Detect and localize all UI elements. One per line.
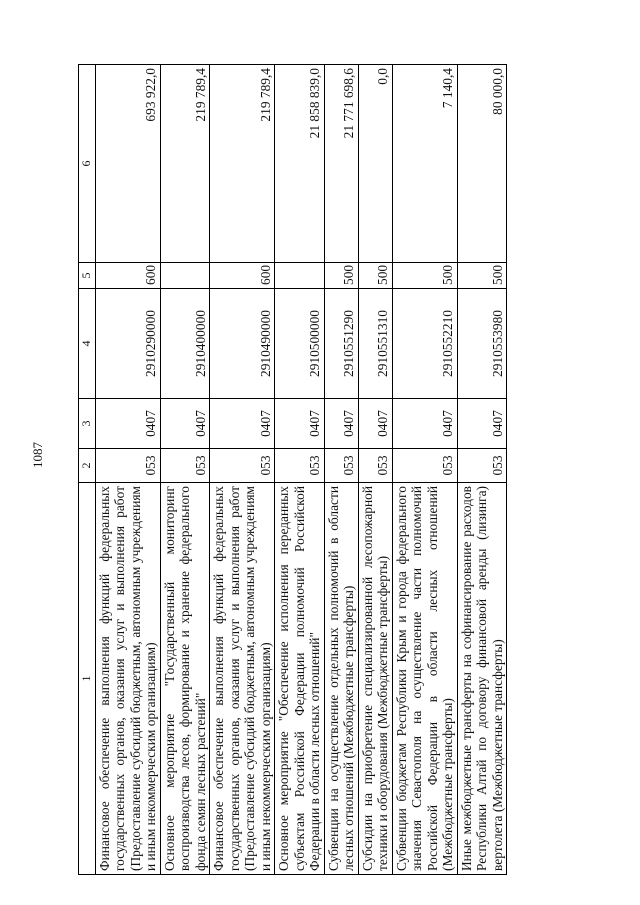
section-cell: 0407 bbox=[275, 399, 325, 449]
target-article-cell: 2910500000 bbox=[275, 289, 325, 399]
table-row bbox=[457, 65, 507, 875]
section-cell: 0407 bbox=[358, 399, 392, 449]
grbs-cell: 053 bbox=[95, 449, 160, 483]
amount-cell: 0,0 bbox=[358, 65, 392, 263]
expense-type-cell: 500 bbox=[324, 263, 358, 289]
amount-cell: 21 858 839,0 bbox=[275, 65, 325, 263]
expense-type-cell: 600 bbox=[95, 263, 160, 289]
amount-cell: 7 140,4 bbox=[392, 65, 457, 263]
grbs-cell: 053 bbox=[160, 449, 210, 483]
expense-type-cell bbox=[275, 263, 325, 289]
description-cell: Субсидии на приобретение специализированной лесопожарной техники и оборудования (Межбюджетные трансферты) bbox=[358, 483, 392, 875]
grbs-cell: 053 bbox=[324, 449, 358, 483]
header-cell: 2 bbox=[79, 449, 96, 483]
target-article-cell: 2910551310 bbox=[358, 289, 392, 399]
grbs-cell: 053 bbox=[392, 449, 457, 483]
header-cell: 3 bbox=[79, 399, 96, 449]
grbs-cell: 053 bbox=[275, 449, 325, 483]
description-cell: Финансовое обеспечение выполнения функций федеральных государственных органов, оказания услуг и выполнения работ (Предоставление субсидий бюджетным, автономным учреждениям и иным некоммерческим организациям) bbox=[210, 483, 275, 875]
page-number: 1087 bbox=[30, 442, 45, 468]
description-cell: Основное мероприятие "Обеспечение исполнения переданных субъектам Российской Федерации полномочий Российской Федерации в области лесных отношений" bbox=[275, 483, 325, 875]
section-cell: 0407 bbox=[457, 399, 507, 449]
description-cell: Субвенции бюджетам Республики Крым и города федерального значения Севастополя на осуществление части полномочий Российской Федерации в области лесных отношений (Межбюджетные трансферты) bbox=[392, 483, 457, 875]
header-cell: 6 bbox=[79, 65, 96, 263]
amount-cell: 693 922,0 bbox=[95, 65, 160, 263]
target-article-cell: 2910290000 bbox=[95, 289, 160, 399]
description-cell: Субвенции на осуществление отдельных полномочий в области лесных отношений (Межбюджетные трансферты) bbox=[324, 483, 358, 875]
expense-type-cell: 500 bbox=[392, 263, 457, 289]
amount-cell: 80 000,0 bbox=[457, 65, 507, 263]
description-cell: Основное мероприятие "Государственный мониторинг воспроизводства лесов, формирование и хранение федерального фонда семян лесных растений" bbox=[160, 483, 210, 875]
table-row bbox=[210, 65, 275, 875]
grbs-cell: 053 bbox=[457, 449, 507, 483]
header-cell: 5 bbox=[79, 263, 96, 289]
table-row bbox=[275, 65, 325, 875]
expense-type-cell: 600 bbox=[210, 263, 275, 289]
expense-type-cell: 500 bbox=[358, 263, 392, 289]
amount-cell: 219 789,4 bbox=[210, 65, 275, 263]
grbs-cell: 053 bbox=[210, 449, 275, 483]
expense-type-cell: 500 bbox=[457, 263, 507, 289]
target-article-cell: 2910553980 bbox=[457, 289, 507, 399]
section-cell: 0407 bbox=[392, 399, 457, 449]
section-cell: 0407 bbox=[210, 399, 275, 449]
table-row bbox=[95, 65, 160, 875]
header-cell: 1 bbox=[79, 483, 96, 875]
section-cell: 0407 bbox=[160, 399, 210, 449]
amount-cell: 21 771 698,6 bbox=[324, 65, 358, 263]
rotated-table-container bbox=[78, 65, 588, 875]
header-row bbox=[79, 65, 96, 875]
grbs-cell: 053 bbox=[358, 449, 392, 483]
target-article-cell: 2910552210 bbox=[392, 289, 457, 399]
target-article-cell: 2910400000 bbox=[160, 289, 210, 399]
table-row bbox=[160, 65, 210, 875]
amount-cell: 219 789,4 bbox=[160, 65, 210, 263]
header-cell: 4 bbox=[79, 289, 96, 399]
target-article-cell: 2910551290 bbox=[324, 289, 358, 399]
expense-type-cell bbox=[160, 263, 210, 289]
table-row bbox=[324, 65, 358, 875]
budget-table bbox=[78, 64, 507, 875]
description-cell: Финансовое обеспечение выполнения функций федеральных государственных органов, оказания услуг и выполнения работ (Предоставление субсидий бюджетным, автономным учреждениям и иным некоммерческим организациям) bbox=[95, 483, 160, 875]
section-cell: 0407 bbox=[324, 399, 358, 449]
table-row bbox=[392, 65, 457, 875]
section-cell: 0407 bbox=[95, 399, 160, 449]
table-row bbox=[358, 65, 392, 875]
target-article-cell: 2910490000 bbox=[210, 289, 275, 399]
description-cell: Иные межбюджетные трансферты на софинансирование расходов Республики Алтай по договору финансовой аренды (лизинга) вертолета (Межбюджетные трансферты) bbox=[457, 483, 507, 875]
